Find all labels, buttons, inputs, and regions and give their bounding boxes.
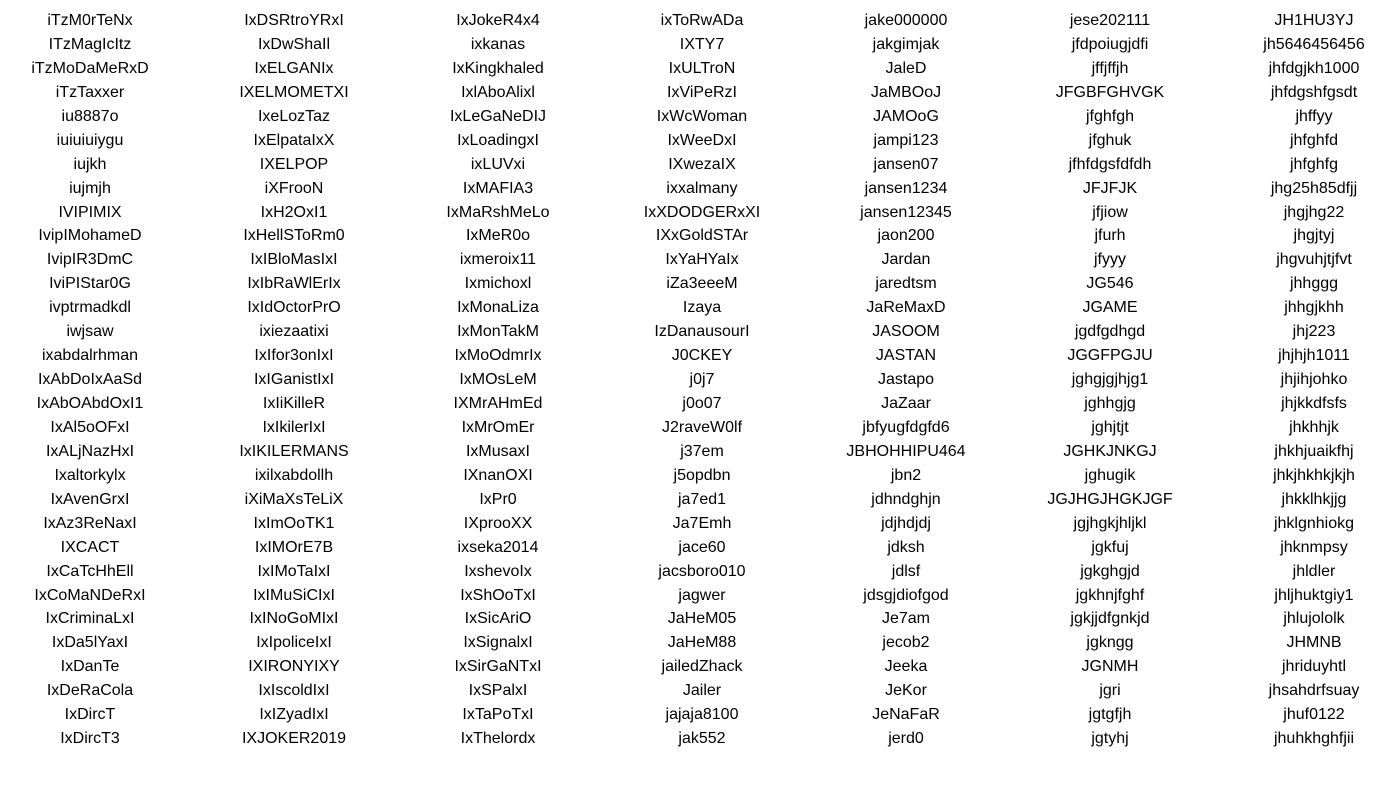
- username-cell: IxIMuSiCIxI: [253, 586, 335, 604]
- username-cell: jhhgjkhh: [1284, 299, 1344, 317]
- username-cell: jffjffjh: [1091, 59, 1129, 77]
- username-cell: jghjtjt: [1091, 418, 1129, 436]
- username-cell: IxMOsLeM: [459, 371, 537, 389]
- username-cell: JFJFJK: [1082, 179, 1138, 197]
- username-cell: JGAME: [1082, 299, 1138, 317]
- username-cell: JASTAN: [875, 347, 937, 365]
- username-cell: IxDwShaIl: [257, 35, 331, 53]
- username-cell: ixseka2014: [457, 538, 539, 556]
- username-cell: iZa3eeeM: [666, 275, 738, 293]
- username-cell: IxIKILERMANS: [239, 442, 349, 460]
- username-cell: ixToRwADa: [660, 12, 744, 29]
- username-cell: jfdpoiugjdfi: [1071, 35, 1149, 53]
- username-cell: IxJokeR4x4: [456, 12, 540, 29]
- username-cell: jdksh: [887, 538, 925, 556]
- username-cell: ixmeroix11: [459, 251, 537, 269]
- username-cell: IxAz3ReNaxI: [43, 514, 137, 532]
- username-cell: jese202111: [1069, 12, 1151, 29]
- username-cell: IxCaTcHhEll: [46, 562, 134, 580]
- username-cell: ITzMagIcItz: [48, 35, 132, 53]
- username-cell: IXELPOP: [259, 155, 329, 173]
- username-cell: jhfdgshfgsdt: [1270, 83, 1358, 101]
- username-cell: IxDircT3: [60, 730, 120, 748]
- username-cell: jfhfdgsfdfdh: [1068, 155, 1152, 173]
- username-cell: jgkfuj: [1091, 538, 1129, 556]
- username-cell: JGJHGJHGKJGF: [1047, 490, 1173, 508]
- username-cell: JaHeM88: [667, 634, 737, 652]
- username-cell: IxDSRtroYRxI: [244, 12, 344, 29]
- username-cell: jhfghfd: [1289, 131, 1339, 149]
- username-cell: IXnanOXI: [463, 466, 533, 484]
- username-cell: IxMAFIA3: [462, 179, 534, 197]
- username-cell: JGGFPGJU: [1067, 347, 1153, 365]
- username-cell: IxAl5oOFxI: [50, 418, 130, 436]
- username-cell: IxKingkhaled: [452, 59, 544, 77]
- username-cell: iXFrooN: [264, 179, 324, 197]
- username-cell: JFGBFGHVGK: [1055, 83, 1165, 101]
- username-cell: IxCriminaLxI: [45, 610, 135, 628]
- username-cell: IxshevoIx: [464, 562, 532, 580]
- username-cell: jdhndghjn: [871, 490, 941, 508]
- username-cell: ivptrmadkdl: [49, 299, 131, 317]
- username-cell: jhlujololk: [1283, 610, 1345, 628]
- username-cell: IxH2OxI1: [260, 203, 328, 221]
- username-cell: jfyyy: [1094, 251, 1126, 269]
- username-cell: jake000000: [864, 12, 948, 29]
- username-cell: j0o07: [682, 395, 722, 412]
- username-cell: IxSignalxI: [463, 634, 533, 652]
- username-cell: IxIbRaWlErIx: [247, 275, 341, 293]
- username-cell: jhjihjohko: [1280, 371, 1348, 389]
- username-cell: jecob2: [882, 634, 930, 652]
- username-cell: IxSicAriO: [464, 610, 532, 628]
- username-cell: IXELMOMETXI: [239, 83, 349, 101]
- username-cell: jaon200: [877, 227, 935, 245]
- username-cell: jailedZhack: [661, 658, 743, 676]
- username-cell: ixLUVxi: [470, 155, 526, 173]
- username-cell: IxViPeRzI: [667, 83, 737, 101]
- username-cell: IxIkilerIxI: [262, 418, 326, 436]
- username-cell: Ja7Emh: [672, 514, 732, 532]
- username-cell: IxLoadingxI: [457, 131, 539, 149]
- username-cell: IxALjNazHxI: [45, 442, 135, 460]
- username-cell: IxIfor3onIxI: [254, 347, 334, 365]
- username-cell: IxINoGoMIxI: [249, 610, 339, 628]
- username-cell: jhjhjh1011: [1278, 347, 1350, 365]
- username-cell: IxElpataIxX: [253, 131, 335, 149]
- username-cell: IxShOoTxI: [460, 586, 536, 604]
- username-cell: jhklgnhiokg: [1273, 514, 1355, 532]
- username-cell: jhkhhjk: [1289, 418, 1339, 436]
- username-cell: IxDeRaCola: [46, 682, 134, 700]
- username-cell: ja7ed1: [677, 490, 727, 508]
- username-cell: jace60: [678, 538, 726, 556]
- username-cell: jak552: [678, 730, 726, 748]
- username-cell: iwjsaw: [66, 323, 114, 341]
- username-cell: IxMaRshMeLo: [446, 203, 550, 221]
- username-cell: jdlsf: [891, 562, 921, 580]
- username-cell: IvipIR3DmC: [46, 251, 134, 269]
- username-cell: IxCoMaNDeRxI: [34, 586, 146, 604]
- username-cell: jansen1234: [864, 179, 948, 197]
- username-cell: IxDanTe: [60, 658, 120, 676]
- username-cell: IxXDODGERxXI: [643, 203, 761, 221]
- username-cell: IxDircT: [64, 706, 116, 724]
- username-cell: jgkngg: [1086, 634, 1134, 652]
- username-cell: IxMusaxI: [465, 442, 530, 460]
- username-cell: ixkanas: [470, 35, 526, 53]
- username-cell: IxAbOAbdOxI1: [36, 395, 144, 412]
- username-cell: jbfyugfdgfd6: [862, 418, 950, 436]
- username-cell: jansen07: [873, 155, 939, 173]
- username-cell: iTzMoDaMeRxD: [31, 59, 149, 77]
- username-cell: jhkklhkjjg: [1281, 490, 1347, 508]
- username-cell: JaleD: [885, 59, 927, 77]
- column-7: [1212, 9, 1395, 751]
- username-cell: jfghfgh: [1085, 107, 1135, 125]
- username-cell: J2raveW0lf: [661, 418, 743, 436]
- username-cell: jghhgjg: [1084, 395, 1136, 412]
- username-cell: jgjhgkjhljkl: [1073, 514, 1147, 532]
- username-cell: jhsahdrfsuay: [1268, 682, 1360, 700]
- username-cell: iTzTaxxer: [55, 83, 125, 101]
- username-cell: jhknmpsy: [1280, 538, 1348, 556]
- username-cell: ixilxabdollh: [254, 466, 334, 484]
- username-cell: j5opdbn: [673, 466, 731, 484]
- username-cell: IXxGoldSTAr: [655, 227, 749, 245]
- username-cell: IxELGANIx: [254, 59, 334, 77]
- username-cell: jerd0: [888, 730, 924, 748]
- username-cell: IxIiKilleR: [262, 395, 326, 412]
- username-cell: JAMOoG: [873, 107, 939, 125]
- username-cell: JG546: [1086, 275, 1134, 293]
- username-cell: JaReMaxD: [866, 299, 946, 317]
- username-cell: IxAvenGrxI: [50, 490, 130, 508]
- username-cell: iujkh: [73, 155, 107, 173]
- username-cell: iujmjh: [69, 179, 111, 197]
- username-cell: jgkghgjd: [1080, 562, 1140, 580]
- username-cell: IxSPalxI: [468, 682, 528, 700]
- username-cell: jgkhnjfghf: [1075, 586, 1145, 604]
- username-cell: jhuf0122: [1283, 706, 1345, 724]
- username-cell: IxSirGaNTxI: [454, 658, 542, 676]
- username-cell: IXwezaIX: [668, 155, 736, 173]
- username-cell: jgtgfjh: [1088, 706, 1132, 724]
- username-cell: IzDanausourI: [654, 323, 750, 341]
- username-cell: jhjkkdfsfs: [1281, 395, 1347, 412]
- username-cell: JGNMH: [1081, 658, 1139, 676]
- username-cell: JH1HU3YJ: [1274, 12, 1354, 29]
- username-cell: ixxalmany: [666, 179, 738, 197]
- username-cell: IxIpoliceIxI: [256, 634, 332, 652]
- username-cell: JBHOHHIPU464: [846, 442, 966, 460]
- username-cell: Izaya: [682, 299, 722, 317]
- username-cell: IxLeGaNeDIJ: [449, 107, 547, 125]
- username-cell: jhfdgjkh1000: [1268, 59, 1360, 77]
- username-cell: IxIscoldIxI: [258, 682, 330, 700]
- username-cell: jgdfgdhgd: [1074, 323, 1146, 341]
- column-3: [396, 9, 600, 751]
- username-cell: jh5646456456: [1263, 35, 1365, 53]
- username-cell: jgkjjdfgnkjd: [1070, 610, 1150, 628]
- username-cell: jakgimjak: [872, 35, 940, 53]
- username-cell: jampi123: [873, 131, 939, 149]
- username-cell: jgri: [1099, 682, 1121, 700]
- username-cell: iu8887o: [61, 107, 119, 125]
- username-cell: IXIRONYIXY: [248, 658, 340, 676]
- username-cell: IxTaPoTxI: [462, 706, 534, 724]
- column-1: [0, 9, 192, 751]
- username-cell: jhffyy: [1295, 107, 1333, 125]
- username-cell: ixiezaatixi: [259, 323, 329, 341]
- username-cell: Jardan: [881, 251, 931, 269]
- username-cell: IxIZyadIxI: [259, 706, 329, 724]
- username-cell: IviPIStar0G: [49, 275, 131, 293]
- column-2: [192, 9, 396, 751]
- username-cell: JaMBOoJ: [870, 83, 942, 101]
- username-cell: Ixmichoxl: [464, 275, 532, 293]
- username-cell: IxIMOrE7B: [254, 538, 334, 556]
- username-cell: IxIMoTaIxI: [257, 562, 331, 580]
- username-cell: JaHeM05: [667, 610, 737, 628]
- username-cell: IxMonaLiza: [457, 299, 539, 317]
- username-cell: JASOOM: [872, 323, 940, 341]
- column-6: [1008, 9, 1212, 751]
- username-cell: IxHellSToRm0: [243, 227, 345, 245]
- username-cell: IxWcWoman: [656, 107, 748, 125]
- username-cell: Jeeka: [884, 658, 928, 676]
- username-cell: IxMeR0o: [465, 227, 531, 245]
- username-cell: jdjhdjdj: [881, 514, 931, 532]
- column-4: [600, 9, 804, 751]
- username-cell: j37em: [680, 442, 724, 460]
- username-cell: jhg25h85dfjj: [1270, 179, 1358, 197]
- username-cell: IxWeeDxI: [667, 131, 737, 149]
- column-5: [804, 9, 1008, 751]
- username-cell: j0j7: [689, 371, 715, 389]
- username-cell: iTzM0rTeNx: [47, 12, 133, 29]
- username-cell: iuiuiuiygu: [56, 131, 124, 149]
- username-cell: IXJOKER2019: [241, 730, 347, 748]
- username-cell: Jastapo: [877, 371, 935, 389]
- username-cell: jghgjgjhjg1: [1071, 371, 1149, 389]
- username-cell: jhkjhkhkjkjh: [1273, 466, 1355, 484]
- username-cell: jhfghfg: [1289, 155, 1339, 173]
- username-cell: JeNaFaR: [872, 706, 940, 724]
- username-cell: IxlAboAlixl: [461, 83, 535, 101]
- username-sheet: [0, 9, 1395, 751]
- username-cell: IxAbDoIxAaSd: [37, 371, 143, 389]
- username-cell: ixabdalrhman: [41, 347, 139, 365]
- username-cell: IxMrOmEr: [461, 418, 535, 436]
- username-cell: jaredtsm: [875, 275, 937, 293]
- username-cell: jhj223: [1292, 323, 1336, 341]
- username-cell: IxMonTakM: [457, 323, 539, 341]
- username-cell: JaZaar: [881, 395, 931, 412]
- username-cell: IxeLozTaz: [257, 107, 331, 125]
- username-cell: IXTY7: [679, 35, 725, 53]
- username-cell: jhhggg: [1289, 275, 1339, 293]
- username-cell: Jailer: [682, 682, 722, 700]
- username-cell: jgtyhj: [1091, 730, 1129, 748]
- username-cell: jhuhkhghfjii: [1273, 730, 1355, 748]
- username-cell: IXMrAHmEd: [453, 395, 543, 412]
- username-cell: IxPr0: [479, 490, 517, 508]
- username-cell: IxImOoTK1: [253, 514, 335, 532]
- username-cell: jhljhuktgiy1: [1274, 586, 1354, 604]
- username-cell: IxULTroN: [668, 59, 736, 77]
- username-cell: IxYaHYaIx: [665, 251, 739, 269]
- username-cell: IxIdOctorPrO: [247, 299, 341, 317]
- username-cell: jhkhjuaikfhj: [1274, 442, 1354, 460]
- username-cell: jhldler: [1292, 562, 1336, 580]
- username-cell: JeKor: [885, 682, 927, 700]
- username-cell: Je7am: [881, 610, 931, 628]
- username-cell: jhgvuhjtjfvt: [1276, 251, 1352, 269]
- username-cell: J0CKEY: [671, 347, 733, 365]
- username-cell: jfghuk: [1088, 131, 1132, 149]
- username-cell: jhgjtyj: [1293, 227, 1335, 245]
- username-cell: JHMNB: [1286, 634, 1342, 652]
- username-cell: jansen12345: [860, 203, 952, 221]
- username-cell: jfjiow: [1092, 203, 1128, 221]
- username-cell: jajaja8100: [665, 706, 739, 724]
- username-cell: iXiMaXsTeLiX: [244, 490, 344, 508]
- username-cell: IxIBloMasIxI: [250, 251, 338, 269]
- username-cell: Ixaltorkylx: [54, 466, 126, 484]
- username-cell: IVIPIMIX: [58, 203, 122, 221]
- username-cell: jagwer: [678, 586, 726, 604]
- username-cell: IvipIMohameD: [38, 227, 142, 245]
- username-cell: IxThelordx: [460, 730, 536, 748]
- username-cell: JGHKJNKGJ: [1063, 442, 1157, 460]
- username-cell: jdsgjdiofgod: [863, 586, 949, 604]
- username-cell: IxIGanistIxI: [253, 371, 335, 389]
- username-cell: IXprooXX: [463, 514, 533, 532]
- username-cell: IXCACT: [60, 538, 120, 556]
- username-cell: jhriduyhtl: [1281, 658, 1347, 676]
- username-cell: jbn2: [890, 466, 922, 484]
- username-cell: jacsboro010: [658, 562, 746, 580]
- username-cell: jfurh: [1094, 227, 1126, 245]
- username-cell: jhgjhg22: [1283, 203, 1345, 221]
- username-cell: IxMoOdmrIx: [454, 347, 542, 365]
- username-cell: IxDa5lYaxI: [51, 634, 129, 652]
- username-cell: jghugik: [1084, 466, 1136, 484]
